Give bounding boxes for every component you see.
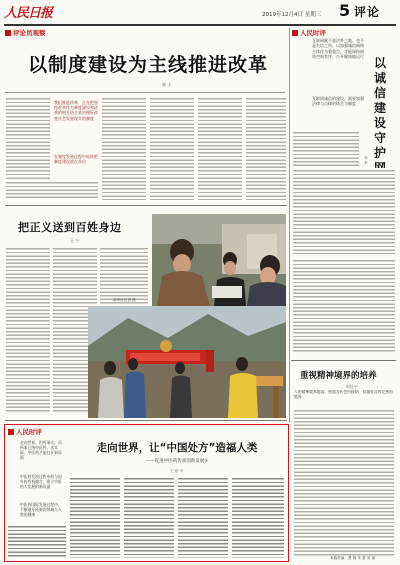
article-text-tcm-col4 xyxy=(232,476,284,558)
divider xyxy=(5,92,285,93)
masthead xyxy=(0,0,400,24)
article-text-tcm-col0 xyxy=(8,524,66,558)
article-text-internet-col1 xyxy=(293,130,359,166)
article-text-tcm-col1 xyxy=(70,476,120,558)
page-name: 评论 xyxy=(354,5,381,19)
divider xyxy=(289,28,290,423)
byline-reform: 崔 士 xyxy=(162,82,172,87)
column-label-observation: 评论员观察 xyxy=(5,28,46,37)
column-label-bottom: 人民时评 xyxy=(8,427,42,436)
headline-justice: 把正义送到百姓身边 xyxy=(18,221,122,234)
headline-reform: 以制度建设为主线推进改革 xyxy=(27,54,268,76)
article-text-spirit xyxy=(294,408,394,558)
article-text-internet-body2 xyxy=(293,258,395,354)
pullquote-reform-1: 我们推进改革，正在把坚持改革作为制度建设和改革的相互结合来治理好改变社会发展现实的制度 xyxy=(54,100,98,121)
article-text-internet-body xyxy=(293,168,395,254)
byline-internet: 赤木 xyxy=(364,155,368,165)
mountain-village-photo-illustration xyxy=(88,306,286,418)
divider xyxy=(291,360,396,361)
article-text-reform-col1b xyxy=(6,180,98,200)
byline-spirit: 周佳宁 xyxy=(346,384,358,389)
byline-tcm: 王 世 平 xyxy=(170,469,184,473)
photo-caption: 新华社记者 摄 xyxy=(113,298,136,302)
subheadline-tcm: ——促进中医药传承创新发展⑤ xyxy=(145,459,209,464)
sidebar-quote-3: 中医药国际发展过程中，不断地开拓新的领域与人类的健康 xyxy=(20,502,62,517)
pullquote-reform-2: 在制度发展过程中始终把制度建设放在首位 xyxy=(54,154,98,165)
article-text-reform-col2 xyxy=(102,96,146,200)
article-text-justice-col3 xyxy=(100,246,148,306)
sidebar-quote-2: 中医药发展过程中的与国外药有机融合，建立中医药大发展的新局面 xyxy=(20,474,62,489)
headline-tcm: 走向世界，让“中国处方”造福人类 xyxy=(96,442,258,454)
pullquote-spirit: 人的精神境界越高，便越为社会所接纳，但越有自我完善的境界 xyxy=(294,390,393,399)
masthead-rule xyxy=(4,24,396,26)
sidebar-quote-1: 走向世界，用药事实，而药事已统中医药，求实际，中医药才能打开新局面 xyxy=(20,440,62,460)
pullquote-internet-2: 互联网诚信的建设，需要加强法律与自律的结合与制度 xyxy=(312,96,364,107)
column-label-right-top: 人民时评 xyxy=(292,28,326,37)
red-square-icon xyxy=(292,30,298,36)
red-square-icon xyxy=(8,429,14,435)
article-text-reform-col4 xyxy=(198,96,242,200)
headline-spirit: 重视精神境界的培养 xyxy=(300,371,377,381)
page-number: 5 xyxy=(339,1,351,20)
article-text-justice-col1 xyxy=(6,246,50,414)
article-text-tcm-col3 xyxy=(178,476,228,558)
article-text-reform-col3 xyxy=(150,96,194,200)
page-footer-editors: 本版责编：曹 锋 朱 蕾 吴 丽 xyxy=(330,556,376,560)
byline-justice: 王 宁 xyxy=(70,238,80,243)
pullquote-internet-1: 互联网就不是法外之地，也不是失信之所。以加强诚信网络主体作为着重点，才能保持网络空间有序、公开健康地运行 xyxy=(312,38,364,60)
issue-date: 2019年12月4日 星期三 xyxy=(262,12,322,18)
divider xyxy=(5,205,287,206)
villagers-photo-illustration xyxy=(152,214,286,306)
headline-internet: 以诚信建设守护 xyxy=(374,56,387,160)
divider xyxy=(5,420,287,421)
news-photo-villagers xyxy=(152,214,286,306)
news-photo-mountain-village xyxy=(88,306,286,418)
newspaper-logo: 人民日报 xyxy=(4,6,53,21)
article-text-tcm-col2 xyxy=(124,476,174,558)
red-square-icon xyxy=(5,30,11,36)
article-text-reform-col5 xyxy=(246,96,286,200)
